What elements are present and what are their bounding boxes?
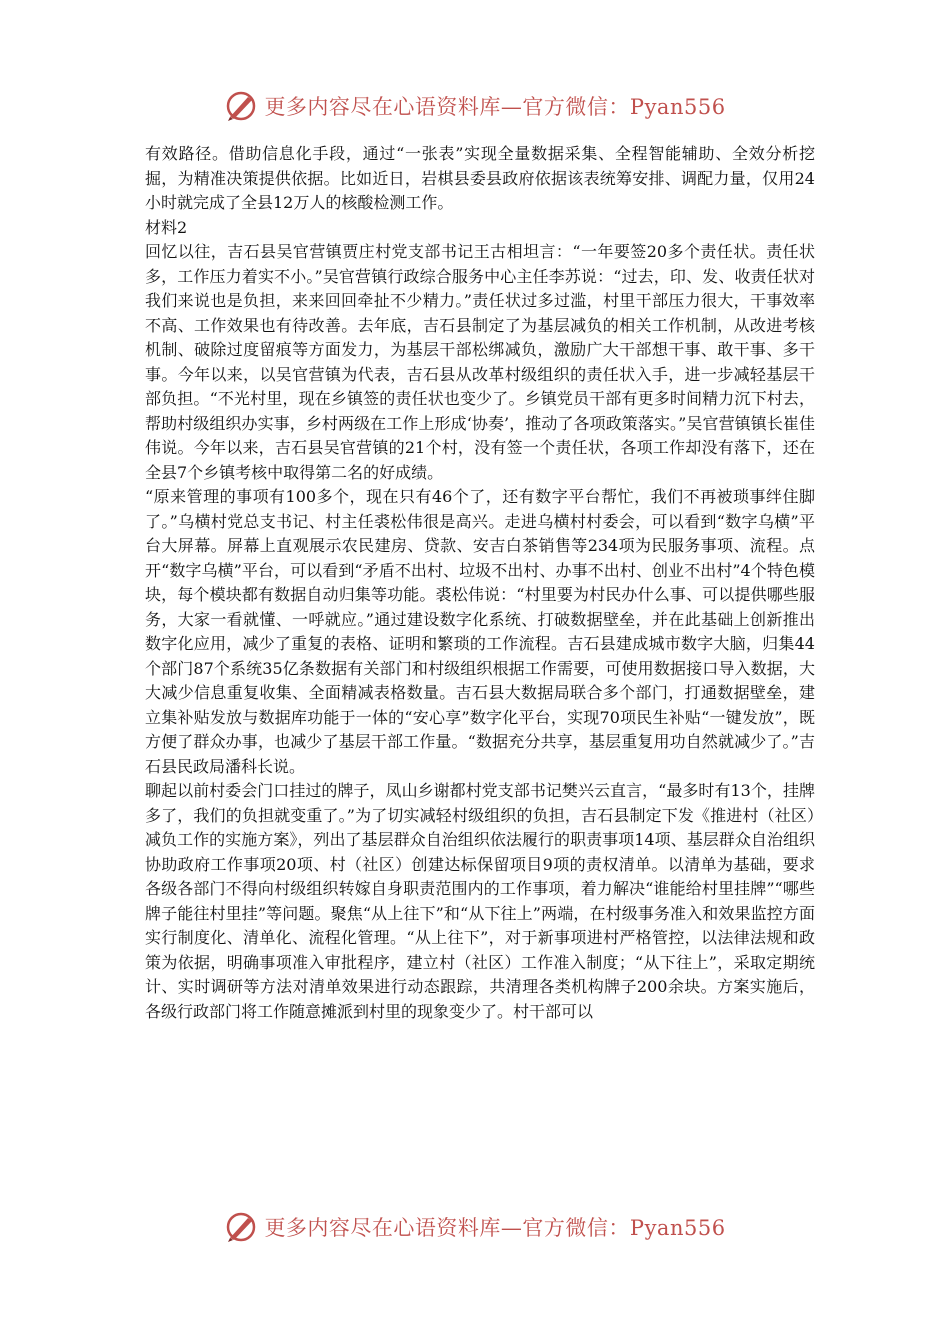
footer-banner <box>0 1207 950 1247</box>
document-body <box>145 142 815 1024</box>
paragraph: 回忆以往，吉石县吴官营镇贾庄村党支部书记王古相坦言：“一年要签20多个责任状。责任状多，工作压力着实不小。”吴官营镇行政综合服务中心主任李苏说：“过去，印、发、收责任状对我们来说也是负担，来来回回牵扯不少精力。”责任状过多过滥，村里干部压力很大，干事效率不高、工作效果也有待改善。去年底，吉石县制定了为基层减负的相关工作机制，从改进考核机制、破除过度留痕等方面发力，为基层干部松绑减负，激励广大干部想干事、敢干事、多干事。今年以来，以吴官营镇为代表，吉石县从改革村级组织的责任状入手，进一步减轻基层干部负担。“不光村里，现在乡镇签的责任状也变少了。乡镇党员干部有更多时间精力沉下村去，帮助村级组织办实事，乡村两级在工作上形成‘协奏’，推动了各项政策落实。”吴官营镇镇长崔佳伟说。今年以来，吉石县吴官营镇的21个村，没有签一个责任状，各项工作却没有落下，还在全县7个乡镇考核中取得第二名的好成绩。 <box>145 242 815 482</box>
paragraph: 有效路径。借助信息化手段，通过“一张表”实现全量数据采集、全程智能辅助、全效分析挖掘，为精准决策提供依据。比如近日，岩棋县委县政府依据该表统筹安排、调配力量，仅用24小时就完成了全县12万人的核酸检测工作。 <box>145 144 815 212</box>
paragraph: “原来管理的事项有100多个，现在只有46个了，还有数字平台帮忙，我们不再被琐事绊住脚了。”乌横村党总支书记、村主任裘松伟很是高兴。走进乌横村村委会，可以看到“数字乌横”平台大屏幕。屏幕上直观展示农民建房、贷款、安吉白茶销售等234项为民服务事项、流程。点开“数字乌横”平台，可以看到“矛盾不出村、垃圾不出村、办事不出村、创业不出村”4个特色模块，每个模块都有数据自动归集等功能。裘松伟说：“村里要为村民办什么事、可以提供哪些服务，大家一看就懂、一呼就应。”通过建设数字化系统、打破数据壁垒，并在此基础上创新推出数字化应用，减少了重复的表格、证明和繁琐的工作流程。吉石县建成城市数字大脑，归集44个部门87个系统35亿条数据有关部门和村级组织根据工作需要，可使用数据接口导入数据，大大减少信息重复收集、全面精减表格数量。吉石县大数据局联合多个部门，打通数据壁垒，建立集补贴发放与数据库功能于一体的“安心享”数字化平台，实现70项民生补贴“一键发放”，既方便了群众办事，也减少了基层干部工作量。“数据充分共享，基层重复用功自然就减少了。”吉石县民政局潘科长说。 <box>145 487 815 776</box>
section-heading: 材料2 <box>145 217 188 237</box>
header-banner <box>0 86 950 126</box>
pen-logo-icon <box>224 1210 258 1244</box>
paragraph: 聊起以前村委会门口挂过的牌子，凤山乡谢都村党支部书记樊兴云直言，“最多时有13个，挂牌多了，我们的负担就变重了。”为了切实减轻村级组织的负担，吉石县制定下发《推进村（社区）减负工作的实施方案》，列出了基层群众自治组织依法履行的职责事项14项、基层群众自治组织协助政府工作事项20项、村（社区）创建达标保留项目9项的责权清单。以清单为基础，要求各级各部门不得向村级组织转嫁自身职责范围内的工作事项，着力解决“谁能给村里挂牌”“哪些牌子能往村里挂”等问题。聚焦“从上往下”和“从下往上”两端，在村级事务准入和效果监控方面实行制度化、清单化、流程化管理。“从上往下”，对于新事项进村严格管控，以法律法规和政策为依据，明确事项准入审批程序，建立村（社区）工作准入制度；“从下往上”，采取定期统计、实时调研等方法对清单效果进行动态跟踪，共清理各类机构牌子200余块。方案实施后，各级行政部门将工作随意摊派到村里的现象变少了。村干部可以 <box>145 781 815 1021</box>
pen-logo-icon <box>224 89 258 123</box>
header-text: 更多内容尽在心语资料库—官方微信：Pyan556 <box>264 95 726 119</box>
footer-text: 更多内容尽在心语资料库—官方微信：Pyan556 <box>264 1216 726 1240</box>
